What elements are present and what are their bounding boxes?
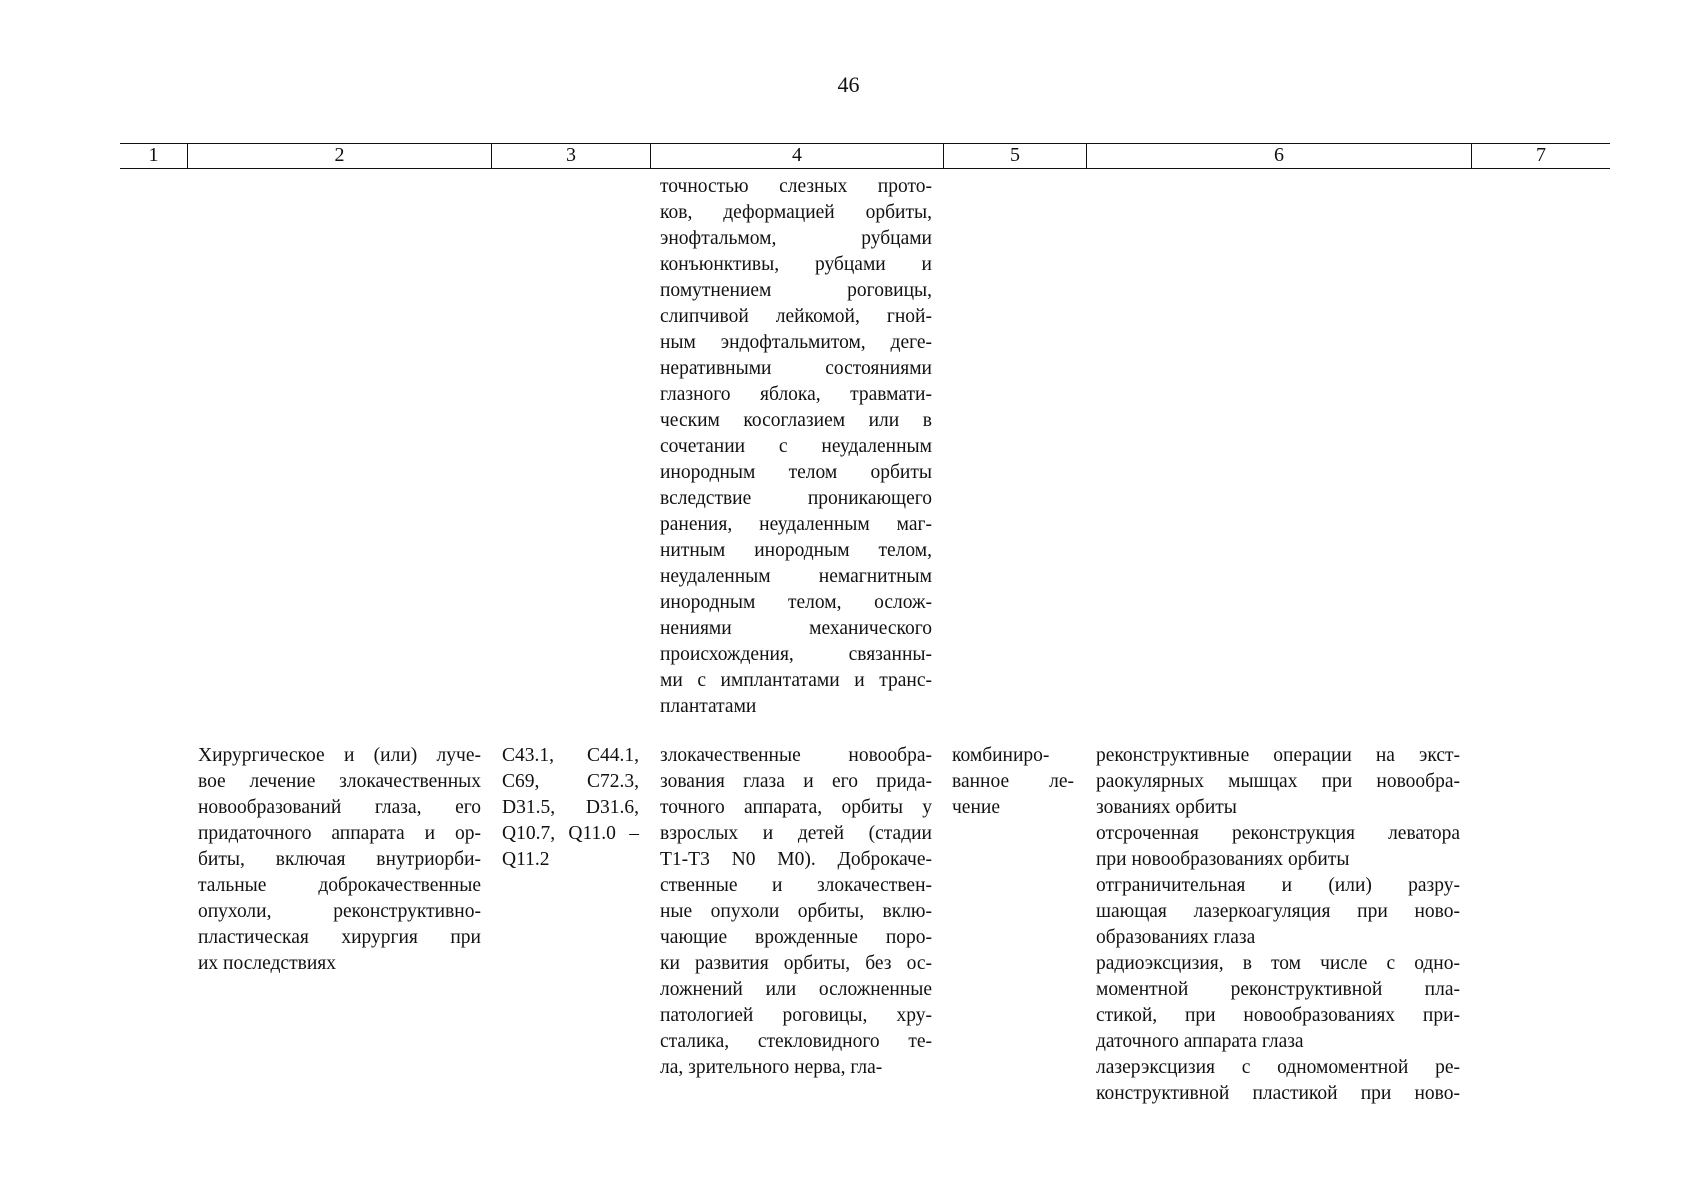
text-line: ственные и злокачествен- [660,875,932,896]
text-line: патологией роговицы, хру- [660,1005,932,1026]
text-line: ки развития орбиты, без ос- [660,953,932,974]
text-line: ми с имплантатами и транс- [660,670,932,691]
header-col-6: 6 [1086,144,1471,168]
text-line: ков, деформацией орбиты, [660,202,932,223]
header-col-1: 1 [148,144,159,166]
text-line: ранения, неудаленным маг- [660,514,932,535]
text-line: сочетании с неудаленным [660,436,932,457]
method-line: реконструктивные операции на экст- [1096,745,1460,766]
text-line: биты, включая внутриорби- [198,849,481,870]
page-number: 46 [837,72,860,97]
header-col-7: 7 [1471,144,1610,168]
code-line: Q11.2 [502,849,550,870]
method-line: моментной реконструктивной пла- [1096,979,1460,1000]
text-line: конъюнктивы, рубцами и [660,254,932,275]
code-line: C43.1, C44.1, [502,745,639,766]
row2-col2-treatment-name [198,743,481,977]
method-line: шающая лазеркоагуляция при ново- [1096,901,1460,922]
text-line: инородным телом, ослож- [660,592,932,613]
header-col-5: 5 [943,144,1086,168]
text-line: чающие врожденные поро- [660,927,932,948]
method-line: зованиях орбиты [1096,797,1237,818]
text-line: неудаленным немагнитным [660,566,932,587]
header-col-3: 3 [491,144,650,168]
text-line: чение [952,797,1000,818]
text-line: ные опухоли орбиты, вклю- [660,901,932,922]
text-line: Хирургическое и (или) луче- [198,745,481,766]
text-line: нитным инородным телом, [660,540,932,561]
row1-col4-diagnosis [660,174,932,720]
method-line: стикой, при новообразованиях при- [1096,1005,1460,1026]
text-line: пластическая хирургия при [198,927,481,948]
method-line: даточного аппарата глаза [1096,1031,1304,1052]
method-item [1096,743,1460,821]
text-line: тальные доброкачественные [198,875,481,896]
method-line: образованиях глаза [1096,927,1256,948]
text-line: опухоли, реконструктивно- [198,901,481,922]
text-line: комбиниро- [952,745,1050,766]
text-line: точного аппарата, орбиты у [660,797,932,818]
method-line: раокулярных мышцах при новообра- [1096,771,1460,792]
code-line: C69, C72.3, [502,771,639,792]
text-line: придаточного аппарата и ор- [198,823,481,844]
text-line: ванное ле- [952,771,1074,792]
text-line: глазного яблока, травмати- [660,384,932,405]
text-line: сталика, стекловидного те- [660,1031,932,1052]
method-item [1096,1055,1460,1107]
text-line: их последствиях [198,953,336,974]
text-line: T1-T3 N0 M0). Доброкаче- [660,849,932,870]
text-line: инородным телом орбиты [660,462,932,483]
method-line: отграничительная и (или) разру- [1096,875,1460,896]
method-line: конструктивной пластикой при ново- [1096,1083,1460,1104]
method-line: лазерэксцизия с одномоментной ре- [1096,1057,1460,1078]
header-col-2: 2 [187,144,491,168]
text-line: энофтальмом, рубцами [660,228,932,249]
text-line: происхождения, связанны- [660,644,932,665]
text-line: плантатами [660,696,757,717]
text-line: точностью слезных прото- [660,176,932,197]
text-line: ческим косоглазием или в [660,410,932,431]
text-line: вое лечение злокачественных [198,771,481,792]
row2-col6-methods [1096,743,1460,1107]
method-item [1096,873,1460,951]
text-line: взрослых и детей (стадии [660,823,932,844]
text-line: вследствие проникающего [660,488,932,509]
method-item [1096,951,1460,1055]
method-line: при новообразованиях орбиты [1096,849,1350,870]
code-line: Q10.7, Q11.0 – [502,823,639,844]
text-line: нениями механического [660,618,932,639]
code-line: D31.5, D31.6, [502,797,639,818]
row2-col5-treatment-type [952,743,1074,821]
text-line: помутнением роговицы, [660,280,932,301]
row2-col4-diagnosis [660,743,932,1081]
method-line: радиоэксцизия, в том числе с одно- [1096,953,1460,974]
text-line: неративными состояниями [660,358,932,379]
text-line: слипчивой лейкомой, гной- [660,306,932,327]
header-col-4: 4 [650,144,943,168]
method-item [1096,821,1460,873]
text-line: ла, зрительного нерва, гла- [660,1057,883,1078]
text-line: злокачественные новообра- [660,745,932,766]
text-line: ложнений или осложненные [660,979,932,1000]
text-line: ным эндофтальмитом, деге- [660,332,932,353]
row2-col3-icd-codes [502,743,639,873]
method-line: отсроченная реконструкция леватора [1096,823,1460,844]
text-line: зования глаза и его прида- [660,771,932,792]
table-header-row [120,143,1610,169]
text-line: новообразований глаза, его [198,797,481,818]
